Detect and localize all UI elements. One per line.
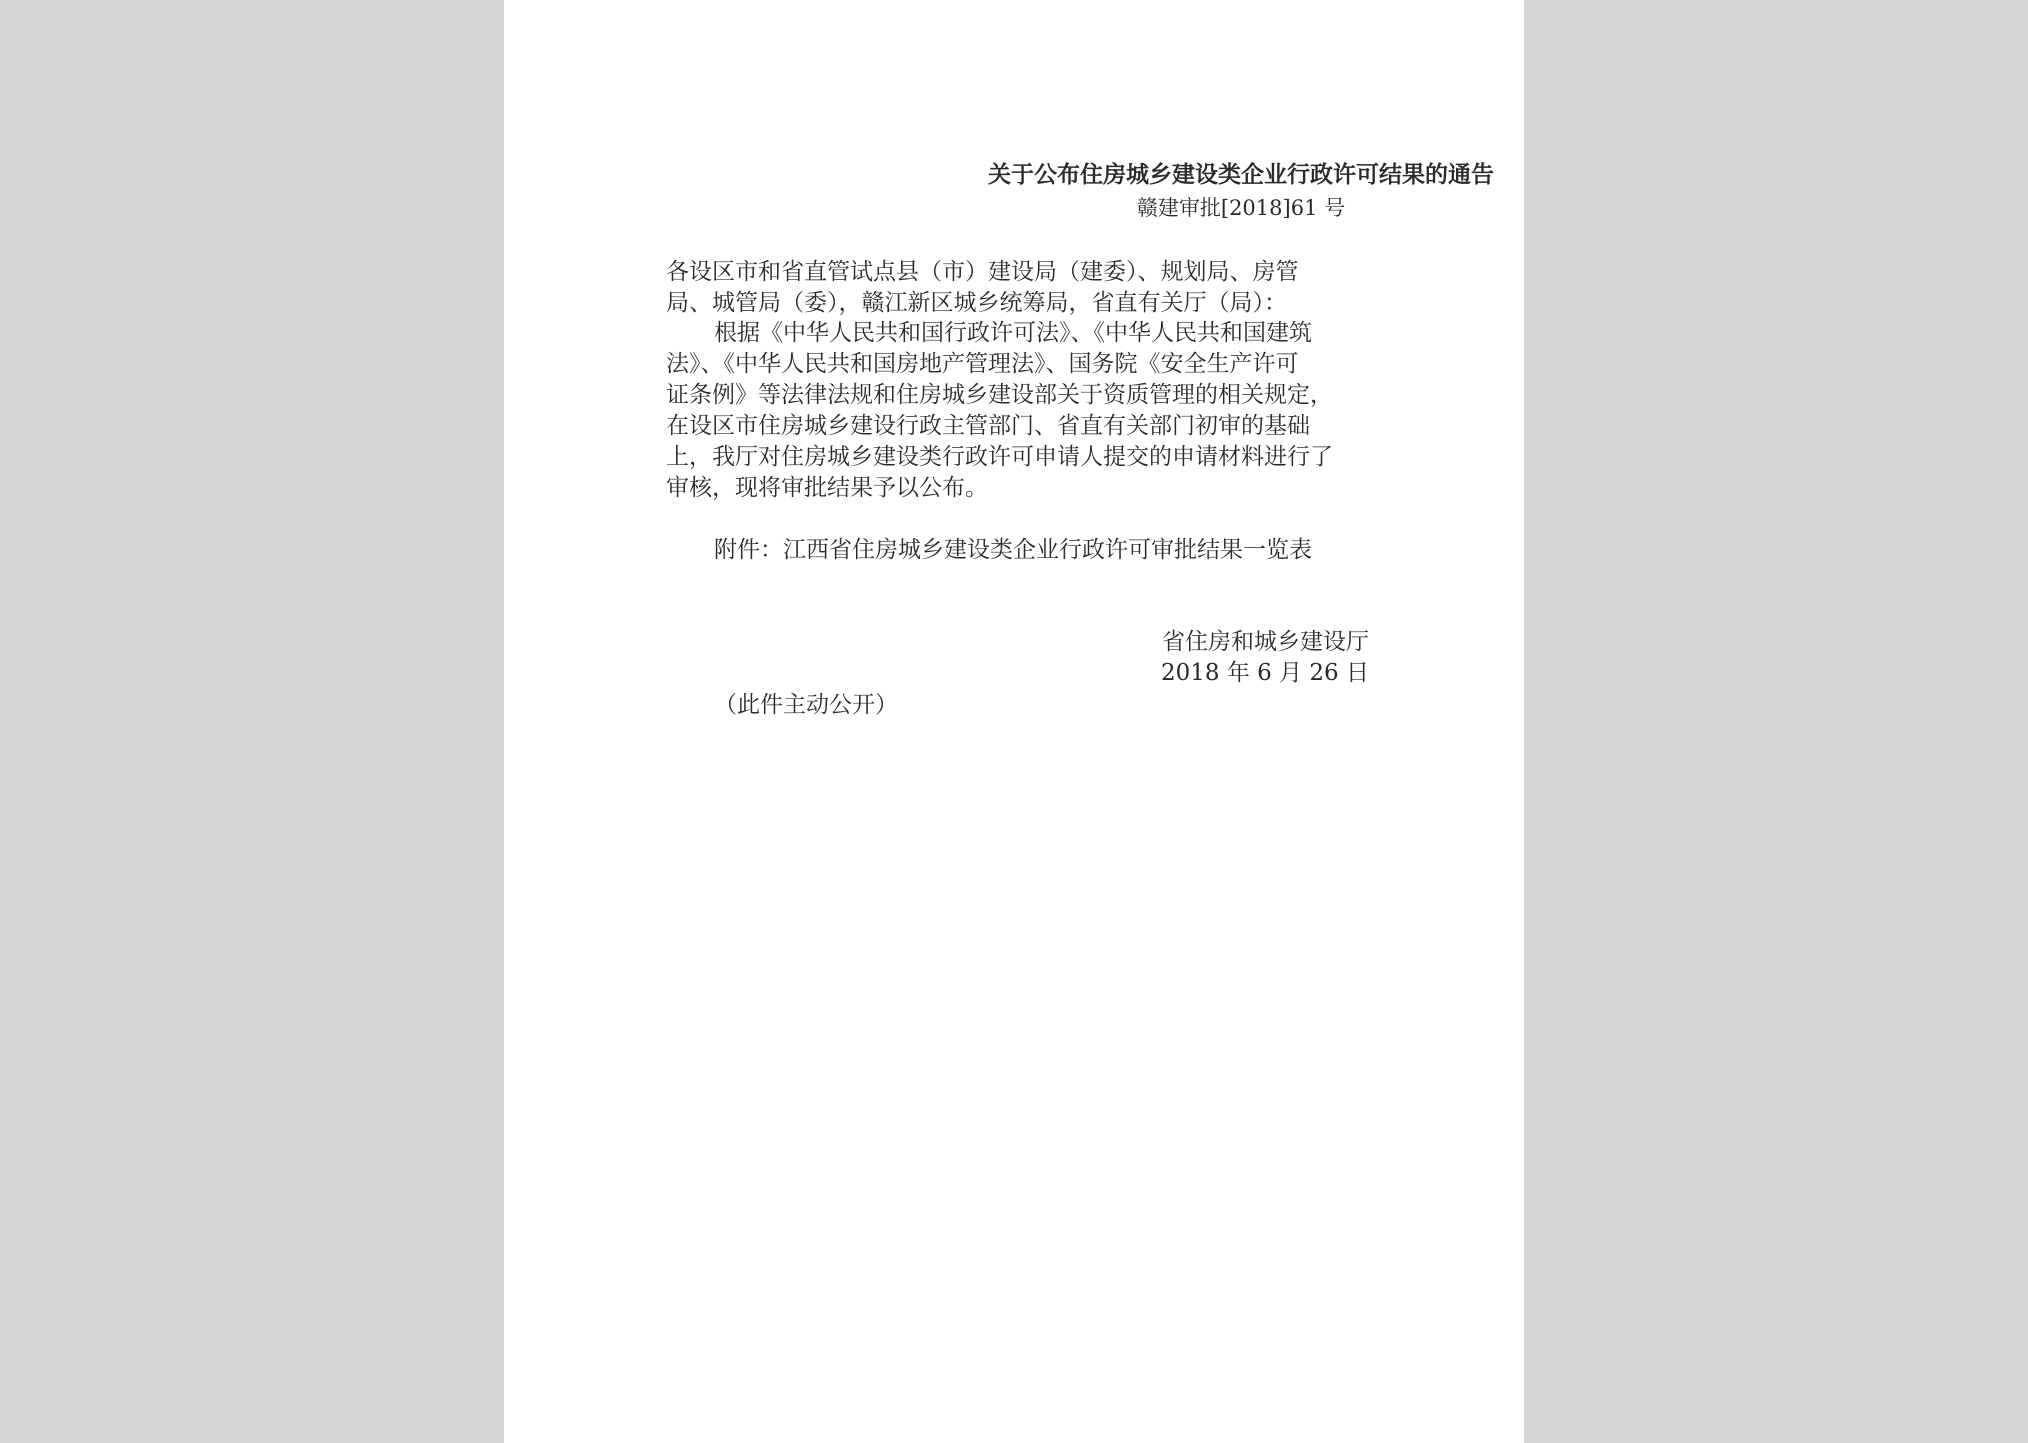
body-line: 根据《中华人民共和国行政许可法》、《中华人民共和国建筑: [714, 320, 1312, 346]
body-line: 上，我厅对住房城乡建设类行政许可申请人提交的申请材料进行了: [666, 444, 1333, 470]
addressee-line: 各设区市和省直管试点县（市）建设局（建委）、规划局、房管: [666, 259, 1299, 285]
issue-date: 2018 年 6 月 26 日: [1161, 660, 1369, 686]
document-title: 关于公布住房城乡建设类企业行政许可结果的通告: [988, 161, 1494, 188]
attachment-line: 附件：江西省住房城乡建设类企业行政许可审批结果一览表: [714, 537, 1312, 563]
body-line: 证条例》等法律法规和住房城乡建设部关于资质管理的相关规定，: [666, 382, 1333, 408]
document-page: [504, 0, 1524, 1443]
disclosure-note: （此件主动公开）: [714, 692, 898, 718]
body-line: 审核，现将审批结果予以公布。: [666, 475, 988, 501]
body-line: 在设区市住房城乡建设行政主管部门、省直有关部门初审的基础: [666, 413, 1310, 439]
issuer: 省住房和城乡建设厅: [1162, 629, 1369, 655]
document-number: 赣建审批[2018]61 号: [1136, 196, 1346, 220]
body-line: 法》、《中华人民共和国房地产管理法》、国务院《安全生产许可: [666, 351, 1299, 377]
addressee-line: 局、城管局（委），赣江新区城乡统筹局，省直有关厅（局）：: [666, 290, 1287, 316]
